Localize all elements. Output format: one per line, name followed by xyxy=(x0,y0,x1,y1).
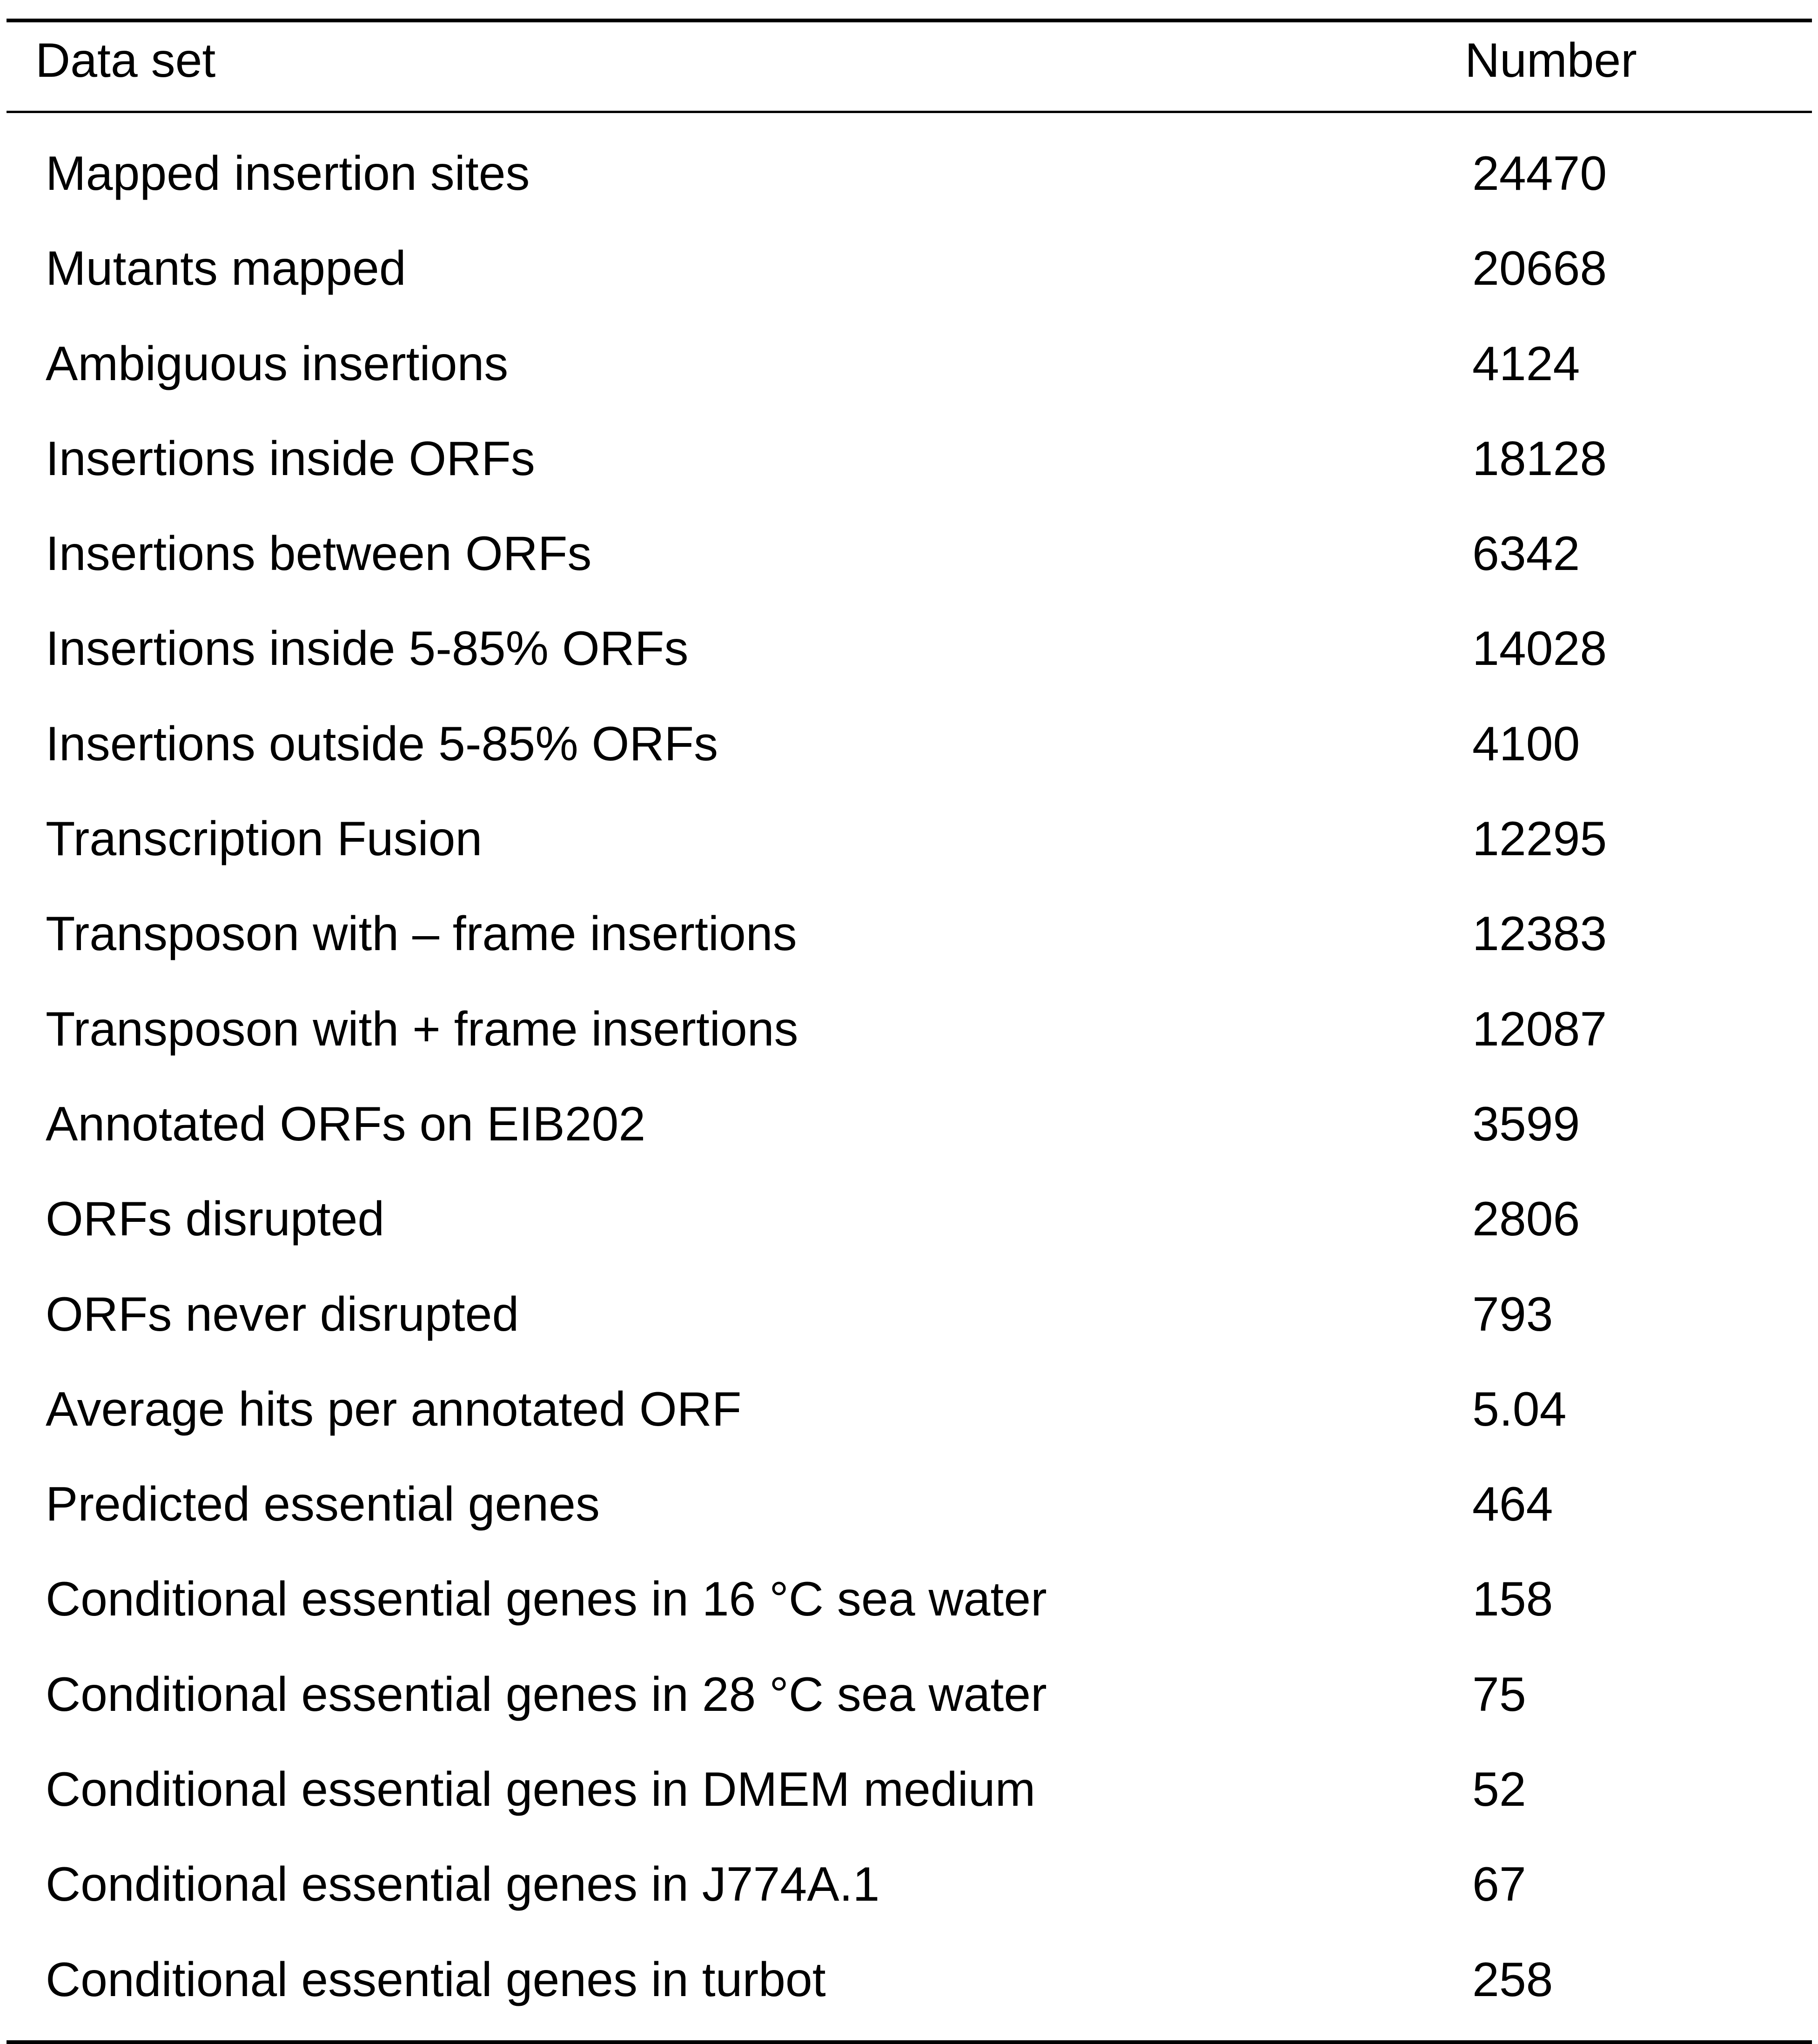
row-value: 12383 xyxy=(1472,907,1607,961)
row-label: Transposon with – frame insertions xyxy=(46,907,797,961)
table-row xyxy=(7,1842,1812,1937)
row-value: 75 xyxy=(1472,1667,1526,1722)
row-value: 2806 xyxy=(1472,1192,1580,1247)
row-value: 24470 xyxy=(1472,147,1607,201)
table-row xyxy=(7,226,1812,321)
table-row xyxy=(7,1556,1812,1651)
table-row xyxy=(7,131,1812,226)
row-label: Mutants mapped xyxy=(46,241,406,296)
column-header-data-set: Data set xyxy=(35,34,216,87)
row-value: 18128 xyxy=(1472,431,1607,486)
row-value: 5.04 xyxy=(1472,1382,1567,1436)
table-row xyxy=(7,511,1812,606)
row-value: 464 xyxy=(1472,1477,1553,1532)
table-row xyxy=(7,891,1812,986)
table-row xyxy=(7,796,1812,891)
row-value: 52 xyxy=(1472,1763,1526,1817)
row-label: ORFs never disrupted xyxy=(46,1287,519,1341)
row-value: 158 xyxy=(1472,1572,1553,1627)
table-row xyxy=(7,1367,1812,1461)
table-row xyxy=(7,701,1812,796)
table-row xyxy=(7,1652,1812,1747)
row-value: 12295 xyxy=(1472,812,1607,866)
row-label: Mapped insertion sites xyxy=(46,147,530,201)
table-row xyxy=(7,1272,1812,1367)
table-row xyxy=(7,1937,1812,2032)
row-value: 793 xyxy=(1472,1287,1553,1341)
table-row xyxy=(7,1747,1812,1842)
table-header-row xyxy=(7,22,1812,111)
data-table xyxy=(7,19,1812,2044)
row-value: 3599 xyxy=(1472,1097,1580,1151)
row-label: ORFs disrupted xyxy=(46,1192,385,1247)
row-label: Insertions between ORFs xyxy=(46,527,592,581)
row-label: Conditional essential genes in 28 °C sea water xyxy=(46,1667,1047,1722)
table-row xyxy=(7,1081,1812,1176)
row-value: 4124 xyxy=(1472,336,1580,391)
table-row xyxy=(7,416,1812,511)
row-label: Transcription Fusion xyxy=(46,812,483,866)
column-header-number: Number xyxy=(1465,34,1637,87)
row-label: Conditional essential genes in DMEM medium xyxy=(46,1763,1036,1817)
row-label: Ambiguous insertions xyxy=(46,336,509,391)
row-label: Average hits per annotated ORF xyxy=(46,1382,742,1436)
row-label: Conditional essential genes in turbot xyxy=(46,1952,826,2007)
row-value: 12087 xyxy=(1472,1002,1607,1056)
table-bottom-rule xyxy=(7,2040,1812,2044)
row-label: Annotated ORFs on EIB202 xyxy=(46,1097,646,1151)
row-value: 4100 xyxy=(1472,717,1580,771)
row-label: Insertions outside 5-85% ORFs xyxy=(46,717,718,771)
row-label: Transposon with + frame insertions xyxy=(46,1002,798,1056)
table-body xyxy=(7,113,1812,2032)
table-row xyxy=(7,321,1812,416)
row-value: 67 xyxy=(1472,1857,1526,1912)
table-row xyxy=(7,1176,1812,1271)
row-label: Conditional essential genes in J774A.1 xyxy=(46,1857,880,1912)
row-value: 20668 xyxy=(1472,241,1607,296)
row-label: Conditional essential genes in 16 °C sea water xyxy=(46,1572,1047,1627)
table-top-rule xyxy=(7,19,1812,22)
row-label: Insertions inside 5-85% ORFs xyxy=(46,622,689,676)
table-row xyxy=(7,606,1812,701)
row-value: 258 xyxy=(1472,1952,1553,2007)
table-row xyxy=(7,986,1812,1081)
row-label: Predicted essential genes xyxy=(46,1477,600,1532)
row-value: 6342 xyxy=(1472,527,1580,581)
row-label: Insertions inside ORFs xyxy=(46,431,535,486)
table-row xyxy=(7,1461,1812,1556)
row-value: 14028 xyxy=(1472,622,1607,676)
